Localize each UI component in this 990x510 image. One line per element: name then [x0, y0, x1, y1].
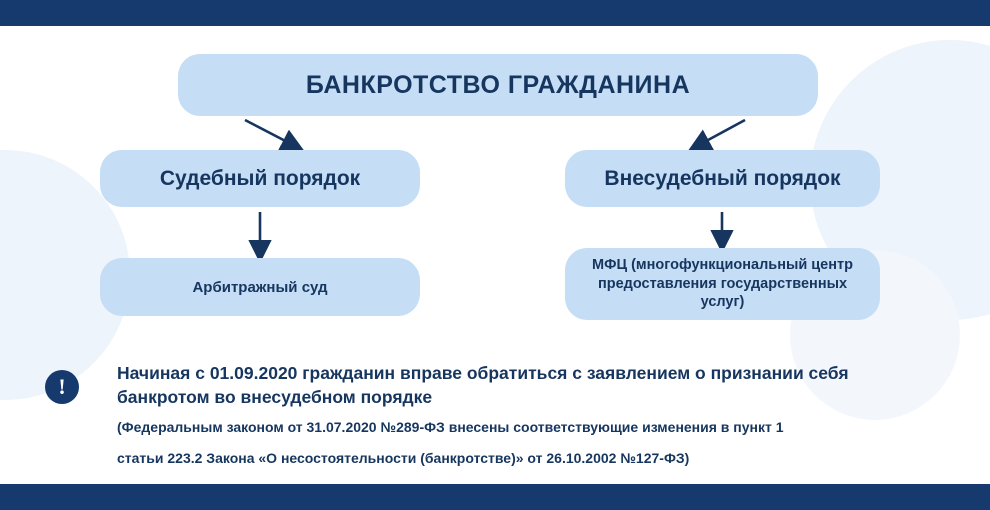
- node-judicial-procedure: Судебный порядок: [100, 150, 420, 207]
- note-subline-2: статьи 223.2 Закона «О несостоятельности (банкротстве)» от 26.10.2002 №127-ФЗ): [117, 449, 690, 466]
- note-block: [45, 362, 945, 470]
- node-arbitration-court: Арбитражный суд: [100, 258, 420, 316]
- note-headline: Начиная с 01.09.2020 гражданин вправе обратиться с заявлением о признании себя банкротом во внесудебном порядке: [117, 363, 849, 407]
- note-text: [117, 362, 877, 470]
- exclamation-mark-icon: !: [45, 370, 79, 404]
- node-extrajudicial-procedure: Внесудебный порядок: [565, 150, 880, 207]
- node-mfc: МФЦ (многофункциональный центр предоставления государственных услуг): [565, 248, 880, 320]
- node-root-bankruptcy: БАНКРОТСТВО ГРАЖДАНИНА: [178, 54, 818, 116]
- note-subline-1: (Федеральным законом от 31.07.2020 №289-ФЗ внесены соответствующие изменения в пункт 1: [117, 419, 784, 436]
